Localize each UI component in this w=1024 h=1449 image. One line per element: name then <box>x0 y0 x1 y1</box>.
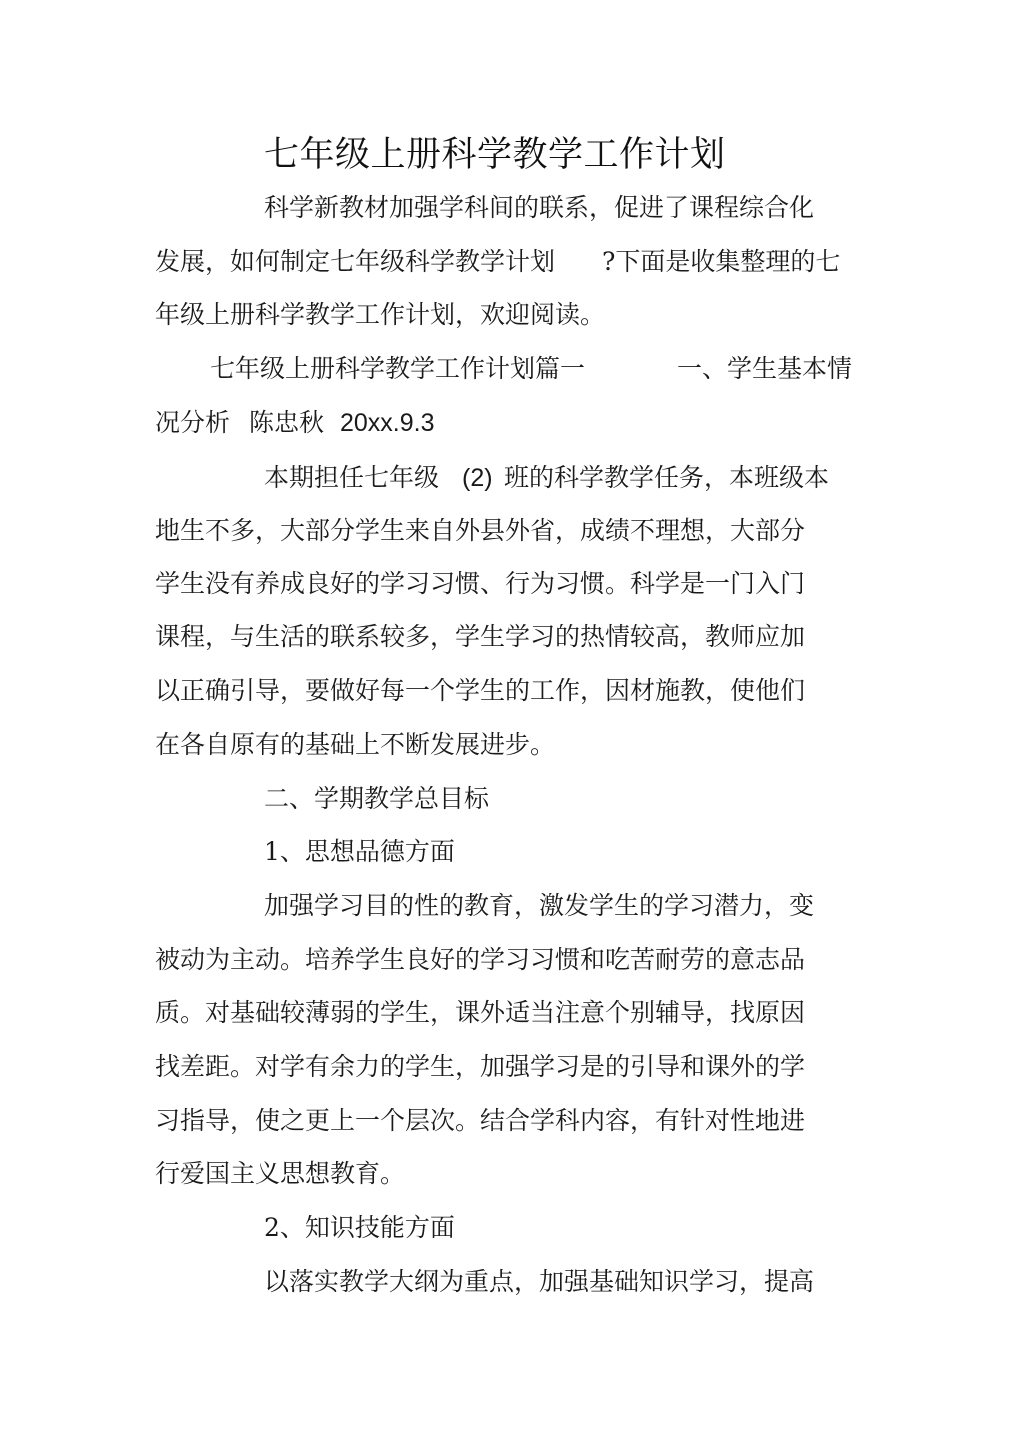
intro-line-2a: 发展，如何制定七年级科学教学计划 <box>155 247 556 276</box>
para2-line-2: 被动为主动。培养学生良好的学习习惯和吃苦耐劳的意志品 <box>155 945 806 974</box>
para1-line-2: 地生不多，大部分学生来自外县外省，成绩不理想，大部分 <box>155 516 806 545</box>
para3-line-1: 以落实教学大纲为重点，加强基础知识学习，提高 <box>264 1267 815 1296</box>
para1-line-4: 课程，与生活的联系较多，学生学习的热情较高，教师应加 <box>155 622 806 651</box>
para2-line-3: 质。对基础较薄弱的学生，课外适当注意个别辅导，找原因 <box>155 998 806 1027</box>
para2-line-5: 习指导，使之更上一个层次。结合学科内容，有针对性地进 <box>155 1106 806 1135</box>
subheading-2: 2、知识技能方面 <box>264 1213 455 1242</box>
subheading-1: 1、思想品德方面 <box>264 837 455 866</box>
intro-line-3: 年级上册科学教学工作计划，欢迎阅读。 <box>155 300 606 329</box>
intro-line-1: 科学新教材加强学科间的联系，促进了课程综合化 <box>264 193 815 222</box>
para1-class-number: (2) <box>462 464 493 492</box>
para1-line-6: 在各自原有的基础上不断发展进步。 <box>155 730 556 759</box>
document-title: 七年级上册科学教学工作计划 <box>264 135 726 175</box>
para2-line-4: 找差距。对学有余力的学生，加强学习是的引导和课外的学 <box>155 1052 806 1081</box>
author-name: 陈忠秋 <box>249 408 325 437</box>
para1-line-3: 学生没有养成良好的学习习惯、行为习惯。科学是一门入门 <box>155 569 806 598</box>
intro-line-2b: ?下面是收集整理的七 <box>602 247 841 276</box>
heading-2: 二、学期教学总目标 <box>264 784 490 813</box>
para1-line-5: 以正确引导，要做好每一个学生的工作，因材施教，使他们 <box>155 676 806 705</box>
document-date: 20xx.9.3 <box>340 409 435 437</box>
section-heading-part-b: 一、学生基本情 <box>677 354 853 383</box>
para1-line-1a: 本期担任七年级 <box>264 463 440 492</box>
para1-line-1c: 班的科学教学任务，本班级本 <box>504 463 830 492</box>
section-heading-part-a: 七年级上册科学教学工作计划篇一 <box>210 354 586 383</box>
section-heading-line2: 况分析 <box>155 408 231 437</box>
para2-line-6: 行爱国主义思想教育。 <box>155 1159 406 1188</box>
para2-line-1: 加强学习目的性的教育，激发学生的学习潜力，变 <box>264 891 815 920</box>
